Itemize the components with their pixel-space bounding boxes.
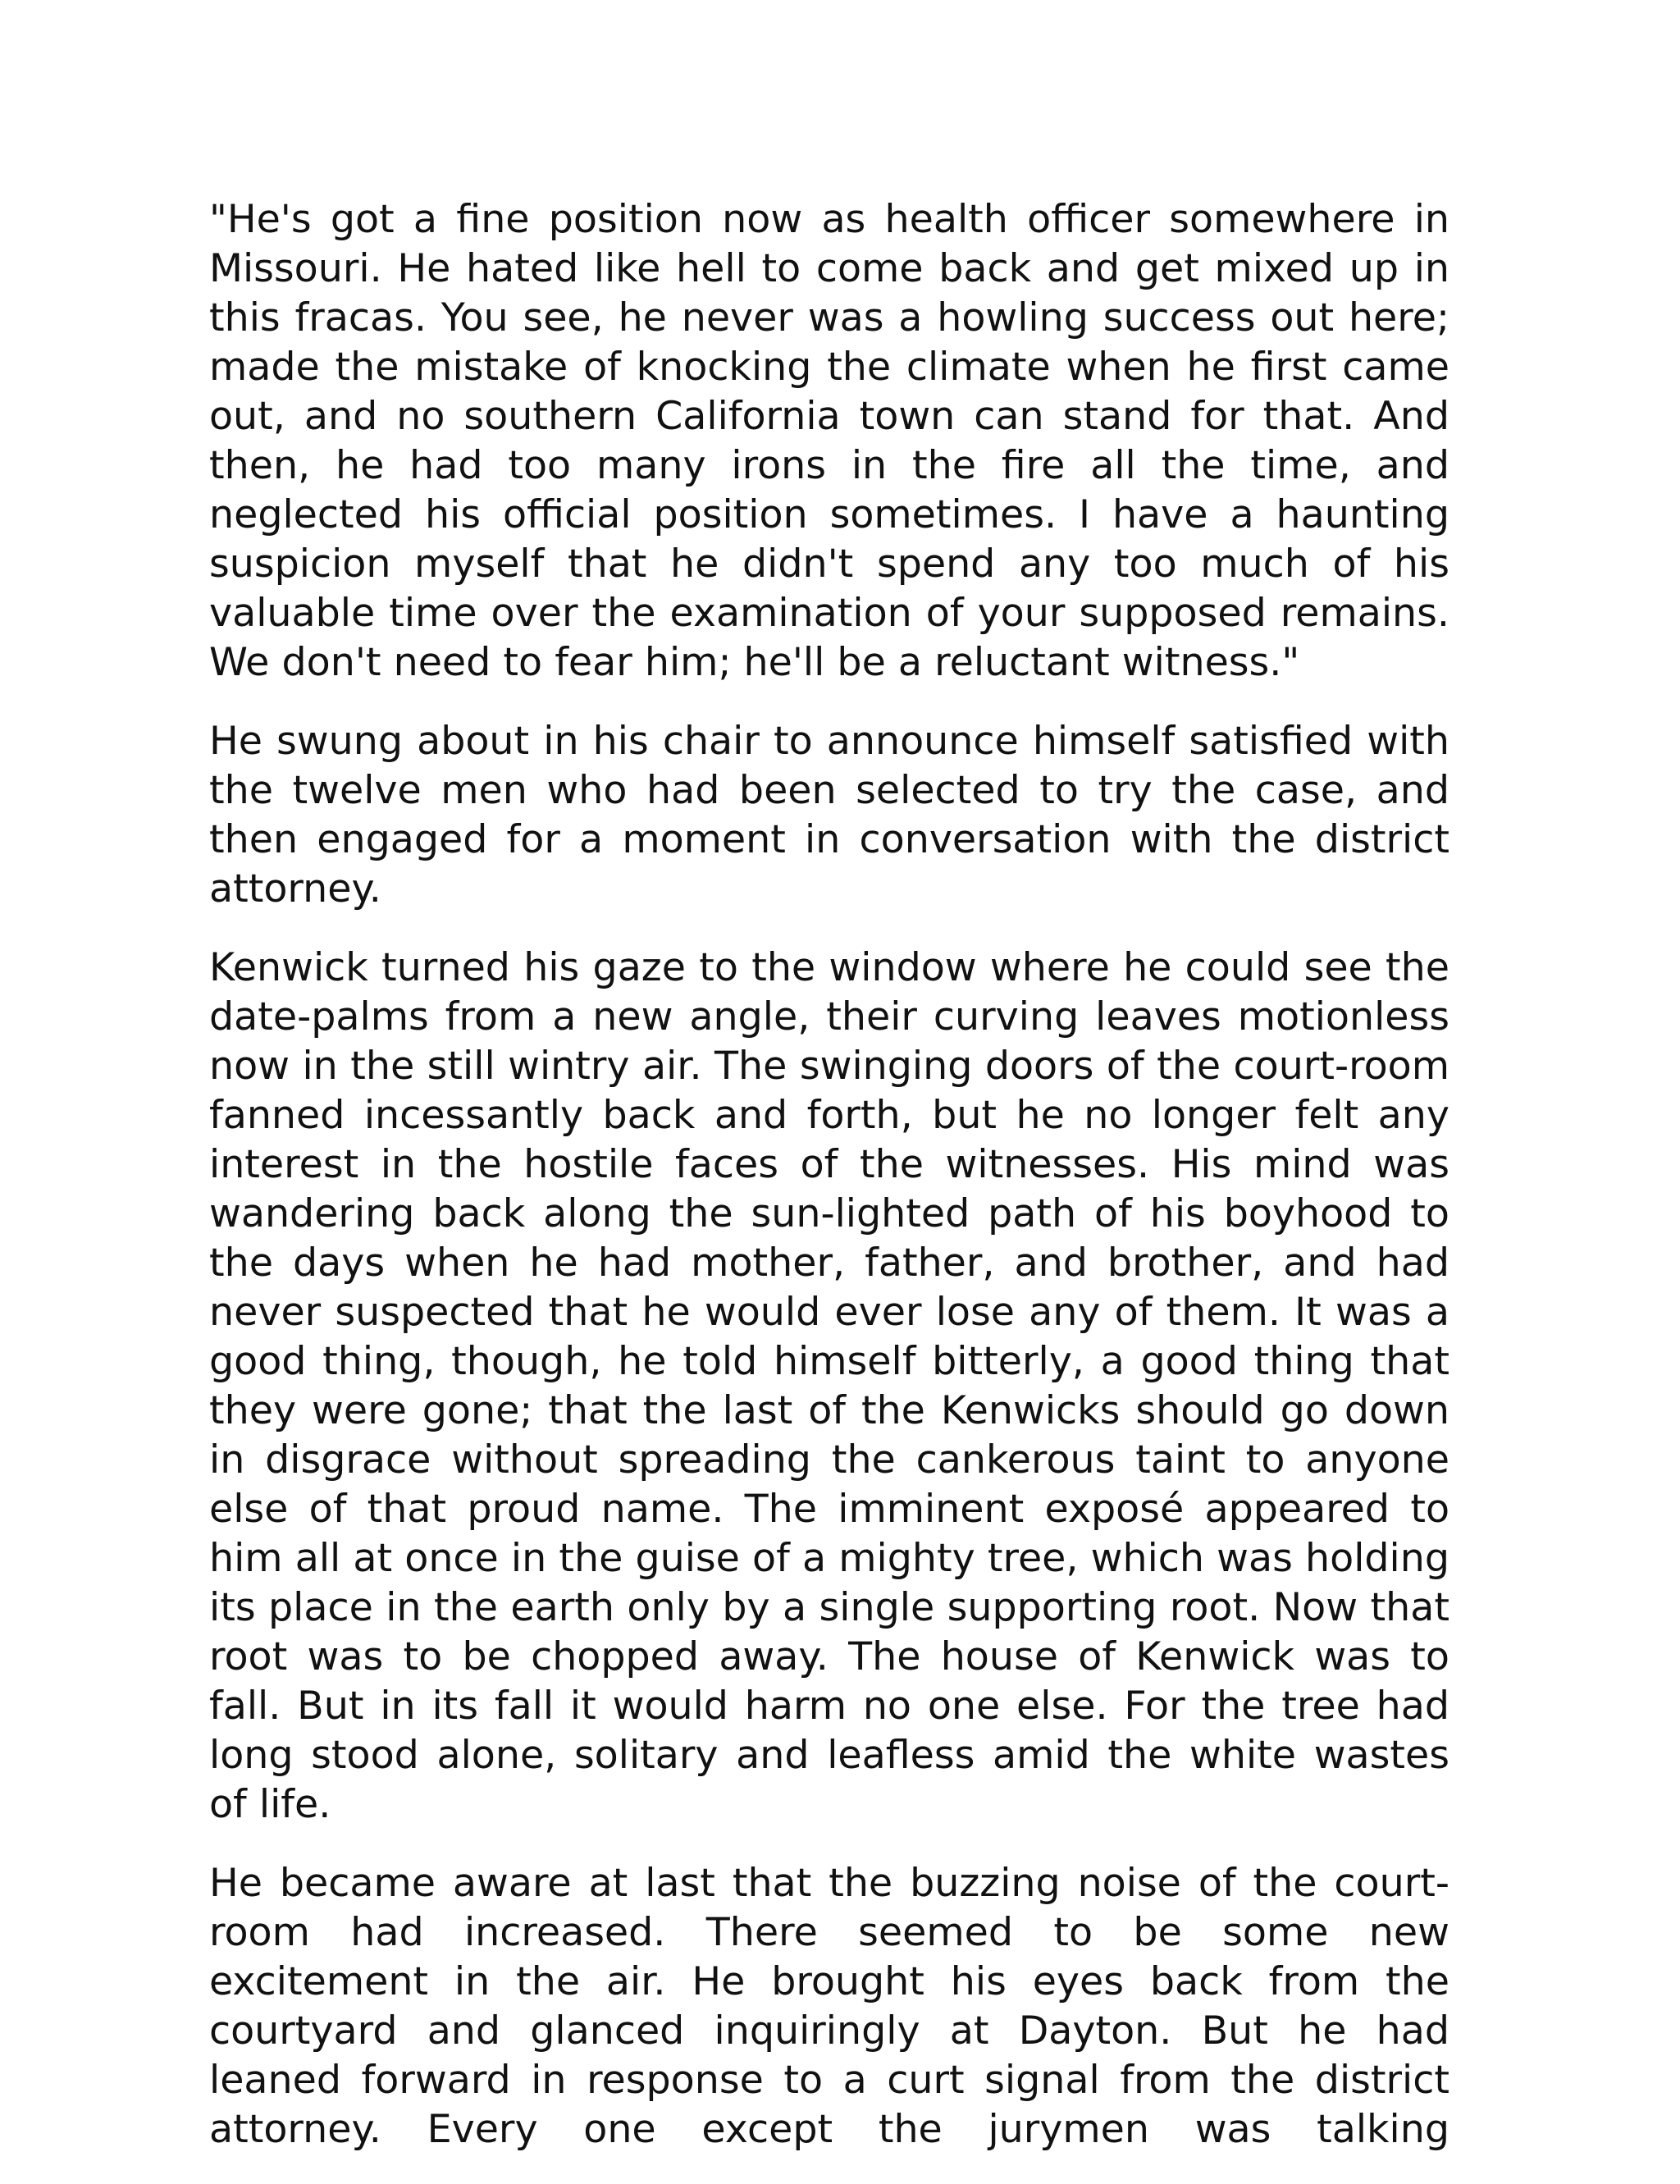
paragraph-2: He swung about in his chair to announce himself satisfied with the twelve men who had been selected to try the case, and then engaged for a moment in conversation with the district attorney. xyxy=(209,719,1449,912)
paragraph-3: Kenwick turned his gaze to the window where he could see the date-palms from a new angle, their curving leaves motionless now in the still wintry air. The swinging doors of the court-room fanned incessantly back and forth, but he no longer felt any interest in the hostile faces of the witnesses. His mind was wandering back along the sun-lighted path of his boyhood to the days when he had mother, father, and brother, and had never suspected that he would ever lose any of them. It was a good thing, though, he told himself bitterly, a good thing that they were gone; that the last of the Kenwicks should go down in disgrace without spreading the cankerous taint to anyone else of that proud name. The imminent exposé appeared to him all at once in the guise of a mighty tree, which was holding its place in the earth only by a single supporting root. Now that root was to be chopped away. The house of Kenwick was to fall. But in its fall it would harm no one else. For the tree had long stood alone, solitary and leafless amid the white wastes of life. xyxy=(209,945,1449,1827)
paragraph-1: "He's got a fine position now as health officer somewhere in Missouri. He hated like hell to come back and get mixed up in this fracas. You see, he never was a howling success out here; made the mistake of knocking the climate when he first came out, and no southern California town can stand for that. And then, he had too many irons in the fire all the time, and neglected his official position sometimes. I have a haunting suspicion myself that he didn't spend any too much of his valuable time over the examination of your supposed remains. We don't need to fear him; he'll be a reluctant witness." xyxy=(209,197,1449,685)
page-body xyxy=(209,195,1449,2184)
paragraph-4: He became aware at last that the buzzing noise of the court-room had increased. There seemed to be some new excitement in the air. He brought his eyes back from the courtyard and glanced inquiringly at Dayton. But he had leaned forward in response to a curt signal from the district attorney. Every one except the jurymen was talking xyxy=(209,1861,1449,2152)
